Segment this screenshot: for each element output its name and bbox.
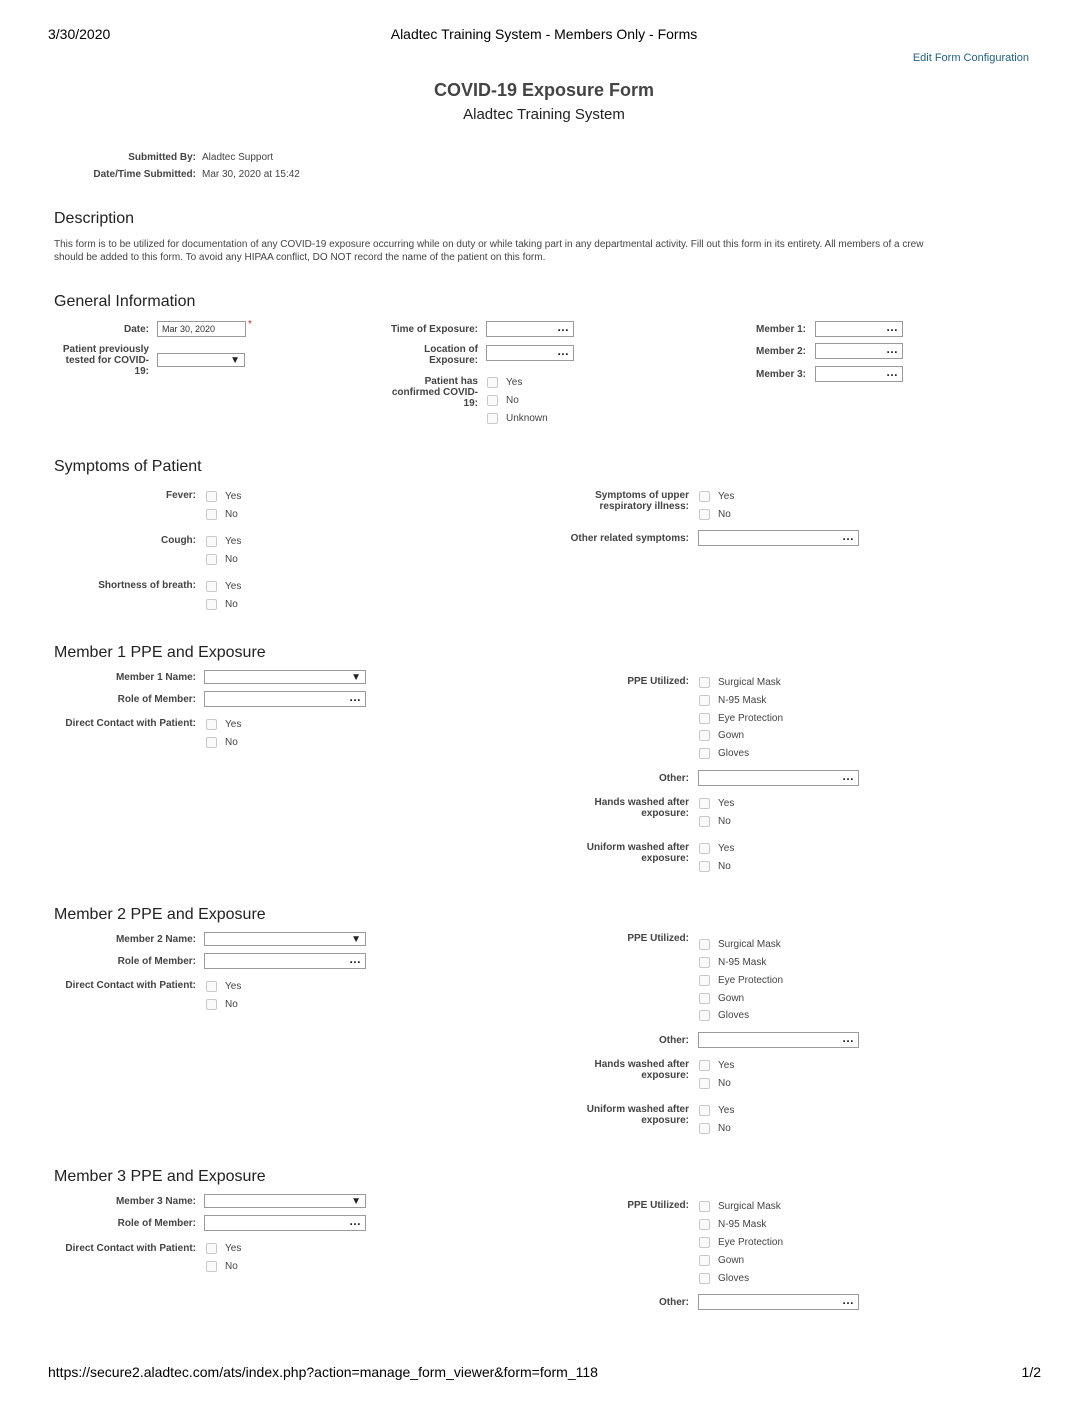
uri-yes-option[interactable]: Yes bbox=[699, 489, 734, 503]
member-3-name-select[interactable] bbox=[204, 1194, 366, 1208]
member-2-contact-yes-option[interactable]: Yes bbox=[206, 979, 241, 993]
chevron-down-icon: ▼ bbox=[351, 1196, 361, 1207]
member-3-field[interactable] bbox=[815, 366, 903, 382]
member-1-ppe-eye-protection[interactable]: Eye Protection bbox=[699, 711, 783, 725]
other-symptoms-label: Other related symptoms: bbox=[570, 533, 689, 544]
member-3-other-label: Other: bbox=[659, 1297, 689, 1308]
member-3-ppe-eye-protection[interactable]: Eye Protection bbox=[699, 1235, 783, 1249]
checkbox[interactable] bbox=[699, 695, 710, 706]
member-2-hands-yes-option[interactable]: Yes bbox=[699, 1058, 734, 1072]
checkbox[interactable] bbox=[699, 491, 710, 502]
checkbox[interactable] bbox=[699, 1105, 710, 1116]
confirmed-unknown-option[interactable]: Unknown bbox=[487, 411, 548, 425]
checkbox[interactable] bbox=[206, 509, 217, 520]
checkbox[interactable] bbox=[699, 1273, 710, 1284]
member-2-name-label: Member 2 Name: bbox=[115, 934, 196, 945]
checkbox[interactable] bbox=[699, 677, 710, 688]
member-1-ppe-surgical-mask[interactable]: Surgical Mask bbox=[699, 675, 781, 689]
datetime-submitted-value: Mar 30, 2020 at 15:42 bbox=[202, 169, 300, 180]
member-1-uniform-yes-option[interactable]: Yes bbox=[699, 841, 734, 855]
member-2-ppe-eye-protection[interactable]: Eye Protection bbox=[699, 973, 783, 987]
member-2-uniform-washed-label: Uniform washed after exposure: bbox=[586, 1104, 689, 1126]
form-subtitle: Aladtec Training System bbox=[463, 106, 625, 123]
uri-no-option[interactable]: No bbox=[699, 507, 731, 521]
member-1-other-label: Other: bbox=[659, 773, 689, 784]
member-1-role-label: Role of Member: bbox=[117, 694, 196, 705]
checkbox[interactable] bbox=[699, 861, 710, 872]
member-2-other-field[interactable] bbox=[698, 1032, 859, 1048]
checkbox[interactable] bbox=[206, 554, 217, 565]
member-2-contact-label: Direct Contact with Patient: bbox=[65, 980, 196, 991]
member-2-field[interactable] bbox=[815, 343, 903, 359]
ellipsis-icon: … bbox=[557, 344, 569, 358]
member-2-hands-washed-label: Hands washed after exposure: bbox=[594, 1059, 689, 1081]
submitted-by-value: Aladtec Support bbox=[202, 152, 274, 163]
ellipsis-icon: … bbox=[842, 529, 854, 543]
member-3-ppe-label: PPE Utilized: bbox=[627, 1200, 689, 1211]
chevron-down-icon: ▼ bbox=[230, 355, 240, 366]
checkbox[interactable] bbox=[206, 599, 217, 610]
checkbox[interactable] bbox=[206, 581, 217, 592]
member-1-ppe-n95-mask[interactable]: N-95 Mask bbox=[699, 693, 766, 707]
time-of-exposure-field[interactable] bbox=[486, 321, 574, 337]
print-date: 3/30/2020 bbox=[48, 26, 111, 42]
description-text: This form is to be utilized for documentation of any COVID-19 exposure occurring while on duty or while taking part in any departmental activity. Fill out this form in its entirety. All members of a crew should be added to this form. To avoid any HIPAA conflict, DO NOT record the name of the patient on this form. bbox=[54, 239, 924, 263]
member-1-contact-no-option[interactable]: No bbox=[206, 735, 238, 749]
edit-form-configuration-link[interactable]: Edit Form Configuration bbox=[912, 52, 1029, 64]
member-2-uniform-yes-option[interactable]: Yes bbox=[699, 1103, 734, 1117]
member-1-other-field[interactable] bbox=[698, 770, 859, 786]
shortness-of-breath-label: Shortness of breath: bbox=[98, 580, 196, 591]
cough-no-option[interactable]: No bbox=[206, 552, 238, 566]
checkbox[interactable] bbox=[206, 737, 217, 748]
member-2-label: Member 2: bbox=[755, 346, 806, 357]
checkbox[interactable] bbox=[699, 1060, 710, 1071]
confirmed-covid-label: Patient has confirmed COVID- 19: bbox=[391, 376, 478, 409]
member-3-ppe-surgical-mask[interactable]: Surgical Mask bbox=[699, 1199, 781, 1213]
checkbox[interactable] bbox=[206, 719, 217, 730]
checkbox[interactable] bbox=[206, 1261, 217, 1272]
member-1-name-select[interactable] bbox=[204, 670, 366, 684]
member-3-contact-no-option[interactable]: No bbox=[206, 1259, 238, 1273]
member-3-role-field[interactable] bbox=[204, 1215, 366, 1231]
member-2-ppe-label: PPE Utilized: bbox=[627, 933, 689, 944]
member-3-label: Member 3: bbox=[755, 369, 806, 380]
checkbox[interactable] bbox=[487, 395, 498, 406]
checkbox[interactable] bbox=[699, 1255, 710, 1266]
date-field[interactable]: Mar 30, 2020 bbox=[157, 321, 246, 337]
fever-yes-option[interactable]: Yes bbox=[206, 489, 241, 503]
chevron-down-icon: ▼ bbox=[351, 672, 361, 683]
checkbox[interactable] bbox=[206, 999, 217, 1010]
description-heading: Description bbox=[54, 210, 135, 227]
ellipsis-icon: … bbox=[557, 320, 569, 334]
member-2-ppe-heading: Member 2 PPE and Exposure bbox=[54, 906, 266, 923]
footer-url: https://secure2.aladtec.com/ats/index.php?action=manage_form_viewer&form=form_118 bbox=[48, 1364, 598, 1380]
member-2-contact-no-option[interactable]: No bbox=[206, 997, 238, 1011]
member-1-uniform-washed-label: Uniform washed after exposure: bbox=[586, 842, 689, 864]
checkbox[interactable] bbox=[206, 491, 217, 502]
ellipsis-icon: … bbox=[842, 769, 854, 783]
member-2-uniform-no-option[interactable]: No bbox=[699, 1121, 731, 1135]
ellipsis-icon: … bbox=[886, 365, 898, 379]
member-1-name-label: Member 1 Name: bbox=[115, 672, 196, 683]
member-2-ppe-gown[interactable]: Gown bbox=[699, 991, 744, 1005]
symptoms-heading: Symptoms of Patient bbox=[54, 458, 202, 475]
member-1-ppe-gloves[interactable]: Gloves bbox=[699, 746, 749, 760]
other-symptoms-field[interactable] bbox=[698, 530, 859, 546]
member-2-role-label: Role of Member: bbox=[117, 956, 196, 967]
member-1-ppe-heading: Member 1 PPE and Exposure bbox=[54, 644, 266, 661]
fever-no-option[interactable]: No bbox=[206, 507, 238, 521]
checkbox[interactable] bbox=[699, 1219, 710, 1230]
member-1-hands-no-option[interactable]: No bbox=[699, 814, 731, 828]
checkbox[interactable] bbox=[699, 843, 710, 854]
member-3-ppe-gloves[interactable]: Gloves bbox=[699, 1271, 749, 1285]
member-1-role-field[interactable] bbox=[204, 691, 366, 707]
member-3-ppe-gown[interactable]: Gown bbox=[699, 1253, 744, 1267]
cough-yes-option[interactable]: Yes bbox=[206, 534, 241, 548]
member-1-contact-yes-option[interactable]: Yes bbox=[206, 717, 241, 731]
checkbox[interactable] bbox=[206, 1243, 217, 1254]
required-marker: * bbox=[248, 319, 252, 330]
time-of-exposure-label: Time of Exposure: bbox=[390, 324, 478, 335]
form-title: COVID-19 Exposure Form bbox=[433, 80, 655, 100]
checkbox[interactable] bbox=[487, 413, 498, 424]
checkbox[interactable] bbox=[699, 975, 710, 986]
checkbox[interactable] bbox=[699, 1010, 710, 1021]
confirmed-yes-option[interactable]: Yes bbox=[487, 375, 522, 389]
confirmed-no-option[interactable]: No bbox=[487, 393, 519, 407]
checkbox[interactable] bbox=[699, 798, 710, 809]
checkbox[interactable] bbox=[206, 536, 217, 547]
member-1-hands-yes-option[interactable]: Yes bbox=[699, 796, 734, 810]
member-3-name-label: Member 3 Name: bbox=[115, 1196, 196, 1207]
checkbox[interactable] bbox=[699, 509, 710, 520]
date-label: Date: bbox=[123, 324, 149, 335]
chevron-down-icon: ▼ bbox=[351, 934, 361, 945]
member-1-ppe-gown[interactable]: Gown bbox=[699, 728, 744, 742]
member-2-ppe-gloves[interactable]: Gloves bbox=[699, 1008, 749, 1022]
location-of-exposure-label: Location of Exposure: bbox=[424, 344, 478, 366]
member-2-ppe-n95-mask[interactable]: N-95 Mask bbox=[699, 955, 766, 969]
member-1-ppe-label: PPE Utilized: bbox=[627, 676, 689, 687]
checkbox[interactable] bbox=[699, 1123, 710, 1134]
ellipsis-icon: … bbox=[842, 1031, 854, 1045]
general-information-heading: General Information bbox=[54, 293, 196, 310]
member-3-other-field[interactable] bbox=[698, 1294, 859, 1310]
member-2-hands-no-option[interactable]: No bbox=[699, 1076, 731, 1090]
checkbox[interactable] bbox=[699, 730, 710, 741]
checkbox[interactable] bbox=[699, 1078, 710, 1089]
member-3-role-label: Role of Member: bbox=[117, 1218, 196, 1229]
checkbox[interactable] bbox=[699, 1237, 710, 1248]
prev-tested-label: Patient previously tested for COVID- 19: bbox=[62, 344, 149, 377]
checkbox[interactable] bbox=[699, 939, 710, 950]
ellipsis-icon: … bbox=[842, 1293, 854, 1307]
member-3-ppe-n95-mask[interactable]: N-95 Mask bbox=[699, 1217, 766, 1231]
ellipsis-icon: … bbox=[349, 690, 361, 704]
checkbox[interactable] bbox=[699, 993, 710, 1004]
checkbox[interactable] bbox=[699, 957, 710, 968]
checkbox[interactable] bbox=[699, 748, 710, 759]
checkbox[interactable] bbox=[699, 816, 710, 827]
print-page-title: Aladtec Training System - Members Only - Forms bbox=[390, 26, 698, 42]
cough-label: Cough: bbox=[161, 535, 196, 546]
checkbox[interactable] bbox=[699, 1201, 710, 1212]
member-1-label: Member 1: bbox=[755, 324, 806, 335]
location-of-exposure-field[interactable] bbox=[486, 345, 574, 361]
member-3-ppe-heading: Member 3 PPE and Exposure bbox=[54, 1168, 266, 1185]
checkbox[interactable] bbox=[699, 713, 710, 724]
member-1-hands-washed-label: Hands washed after exposure: bbox=[594, 797, 689, 819]
member-3-contact-label: Direct Contact with Patient: bbox=[65, 1243, 196, 1254]
ellipsis-icon: … bbox=[886, 320, 898, 334]
member-1-uniform-no-option[interactable]: No bbox=[699, 859, 731, 873]
member-2-other-label: Other: bbox=[659, 1035, 689, 1046]
member-1-field[interactable] bbox=[815, 321, 903, 337]
checkbox[interactable] bbox=[206, 981, 217, 992]
member-2-ppe-surgical-mask[interactable]: Surgical Mask bbox=[699, 937, 781, 951]
prev-tested-select[interactable] bbox=[157, 353, 245, 367]
datetime-submitted-label: Date/Time Submitted: bbox=[93, 169, 196, 180]
ellipsis-icon: … bbox=[886, 342, 898, 356]
submitted-by-label: Submitted By: bbox=[128, 152, 196, 163]
sob-no-option[interactable]: No bbox=[206, 597, 238, 611]
footer-page-number: 1/2 bbox=[1021, 1364, 1041, 1380]
ellipsis-icon: … bbox=[349, 1214, 361, 1228]
sob-yes-option[interactable]: Yes bbox=[206, 579, 241, 593]
fever-label: Fever: bbox=[165, 490, 196, 501]
ellipsis-icon: … bbox=[349, 952, 361, 966]
checkbox[interactable] bbox=[487, 377, 498, 388]
upper-respiratory-label: Symptoms of upper respiratory illness: bbox=[595, 490, 689, 512]
member-1-contact-label: Direct Contact with Patient: bbox=[65, 718, 196, 729]
member-3-contact-yes-option[interactable]: Yes bbox=[206, 1241, 241, 1255]
member-2-role-field[interactable] bbox=[204, 953, 366, 969]
member-2-name-select[interactable] bbox=[204, 932, 366, 946]
